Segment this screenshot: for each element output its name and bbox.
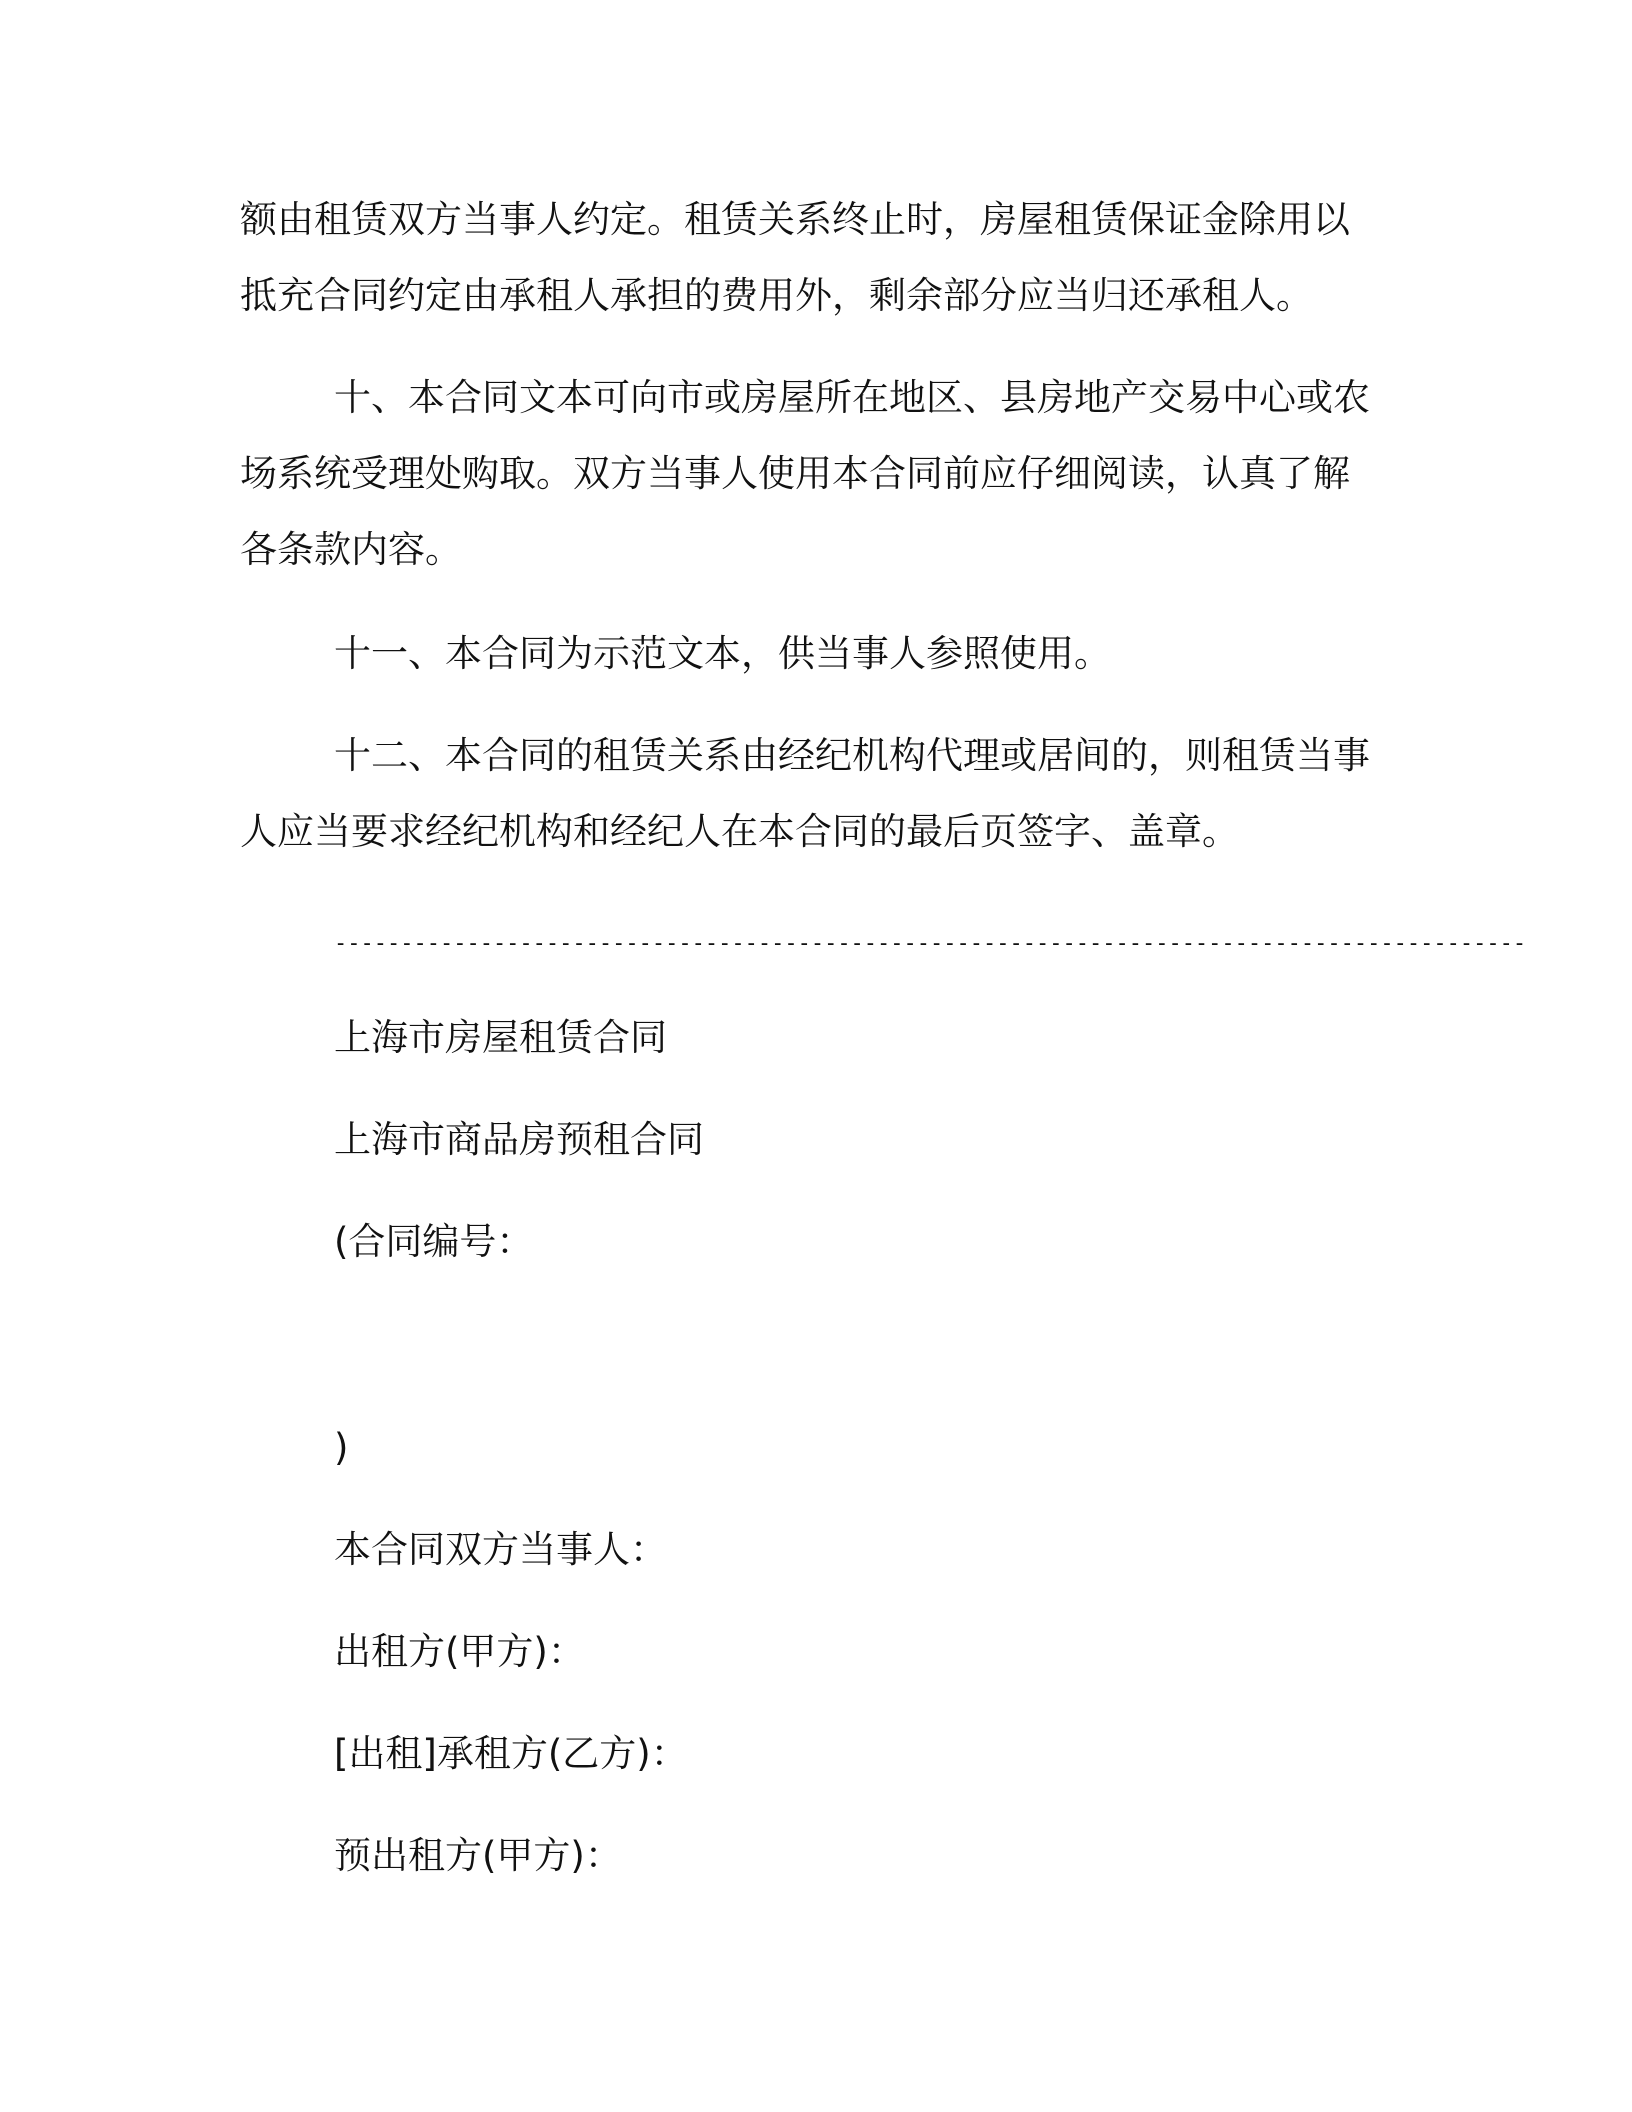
item-10-line-1: 十、本合同文本可向市或房屋所在地区、县房地产交易中心或农 [334,376,1370,419]
pre-lessor-label: 预出租方(甲方)： [334,1834,622,1877]
lessee-label: [出租]承租方(乙方)： [334,1732,688,1775]
contract-number-close: ) [334,1426,349,1469]
deposit-paragraph-line-1: 额由租赁双方当事人约定。租赁关系终止时，房屋租赁保证金除用以 [240,198,1350,241]
item-10-line-2: 场系统受理处购取。双方当事人使用本合同前应仔细阅读，认真了解 [240,452,1350,495]
contract-number-label: (合同编号： [334,1220,534,1263]
item-10-line-3: 各条款内容。 [240,528,462,571]
contract-title-prelease: 上海市商品房预租合同 [334,1118,704,1161]
deposit-paragraph-line-2: 抵充合同约定由承租人承担的费用外，剩余部分应当归还承租人。 [240,274,1313,317]
dashed-divider: ------------------------------------------------------------------------------------------ [334,931,1527,956]
item-11-line-1: 十一、本合同为示范文本，供当事人参照使用。 [334,632,1111,675]
item-12-line-2: 人应当要求经纪机构和经纪人在本合同的最后页签字、盖章。 [240,810,1239,853]
contract-title-lease: 上海市房屋租赁合同 [334,1016,667,1059]
lessor-label: 出租方(甲方)： [334,1630,585,1673]
parties-label: 本合同双方当事人： [334,1528,667,1571]
item-12-line-1: 十二、本合同的租赁关系由经纪机构代理或居间的，则租赁当事 [334,734,1370,777]
